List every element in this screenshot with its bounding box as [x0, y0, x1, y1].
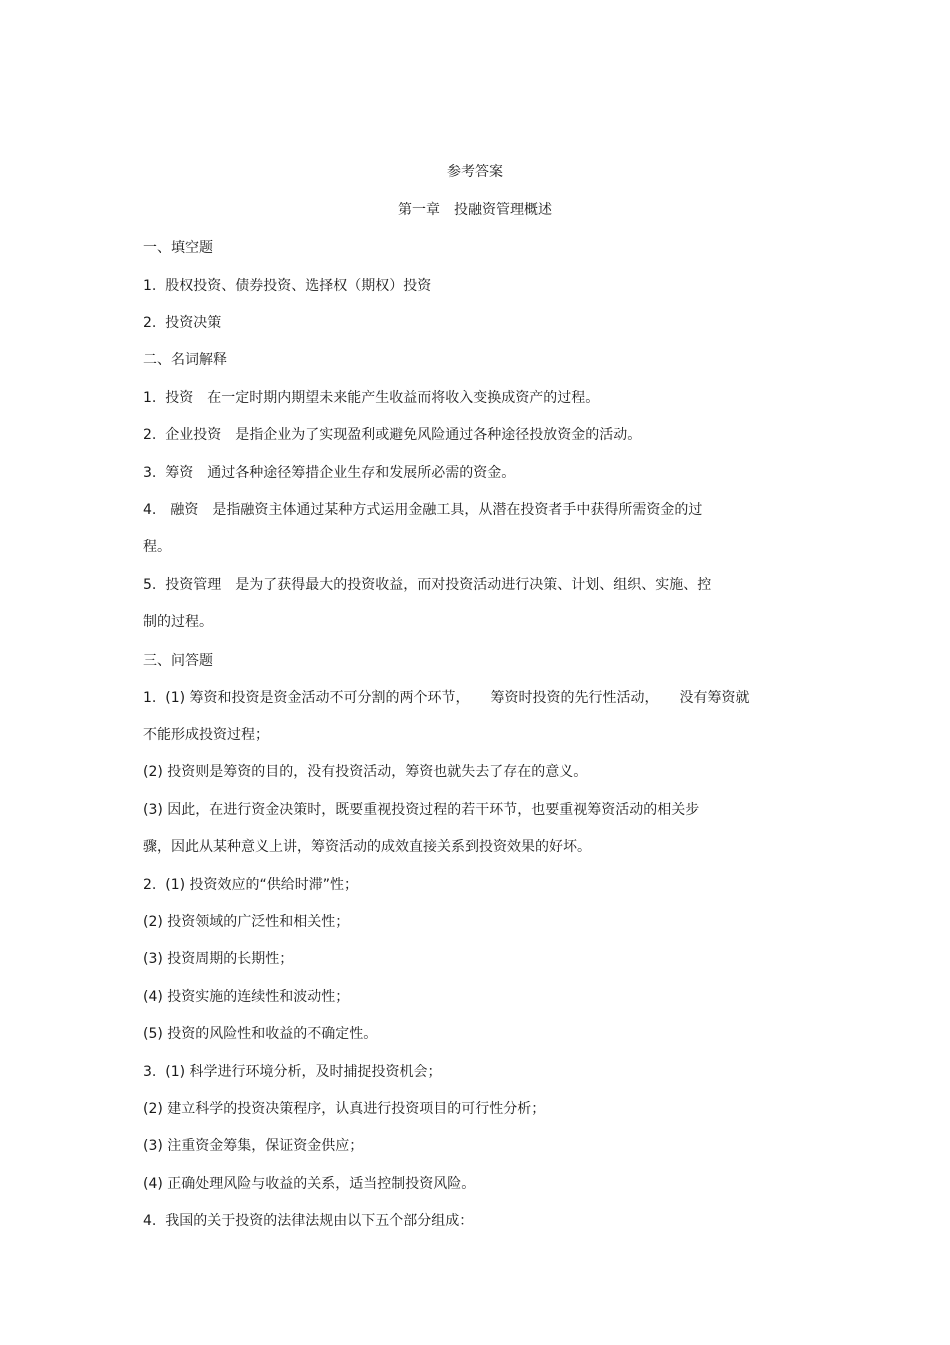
- answer-line: 5. 投资管理 是为了获得最大的投资收益，而对投资活动进行决策、计划、组织、实施、控: [143, 577, 712, 593]
- section-heading: 三、问答题: [143, 653, 213, 669]
- answer-line: 1. 股权投资、债券投资、选择权（期权）投资: [143, 278, 432, 294]
- answer-line: (2) 投资领域的广泛性和相关性；: [143, 914, 350, 930]
- answer-line: 4. 融资 是指融资主体通过某种方式运用金融工具，从潜在投资者手中获得所需资金的过: [143, 502, 703, 518]
- answer-line: 不能形成投资过程；: [143, 727, 269, 743]
- answer-line: (2) 投资则是筹资的目的，没有投资活动，筹资也就失去了存在的意义。: [143, 764, 588, 780]
- chapter-heading: 第一章 投融资管理概述: [398, 202, 552, 218]
- answer-line: (4) 投资实施的连续性和波动性；: [143, 989, 350, 1005]
- answer-line: 3. (1) 科学进行环境分析，及时捕捉投资机会；: [143, 1064, 442, 1080]
- answer-line: 2. (1) 投资效应的“供给时滞”性；: [143, 877, 359, 893]
- answer-line: 1. 投资 在一定时期内期望未来能产生收益而将收入变换成资产的过程。: [143, 390, 600, 406]
- answer-line: (2) 建立科学的投资决策程序，认真进行投资项目的可行性分析；: [143, 1101, 546, 1117]
- document-title: 参考答案: [447, 164, 503, 180]
- answer-line: 2. 投资决策: [143, 315, 222, 331]
- answer-line: 1. (1) 筹资和投资是资金活动不可分割的两个环节， 筹资时投资的先行性活动， 没有筹资就: [143, 690, 750, 706]
- answer-line: (5) 投资的风险性和收益的不确定性。: [143, 1026, 378, 1042]
- section-heading: 二、名词解释: [143, 352, 227, 368]
- answer-line: 2. 企业投资 是指企业为了实现盈利或避免风险通过各种途径投放资金的活动。: [143, 427, 642, 443]
- answer-line: 骤，因此从某种意义上讲，筹资活动的成效直接关系到投资效果的好坏。: [143, 839, 591, 855]
- answer-line: (3) 投资周期的长期性；: [143, 951, 294, 967]
- section-heading: 一、填空题: [143, 240, 213, 256]
- answer-line: 3. 筹资 通过各种途径筹措企业生存和发展所必需的资金。: [143, 465, 516, 481]
- answer-line: 程。: [143, 539, 171, 555]
- answer-line: (4) 正确处理风险与收益的关系，适当控制投资风险。: [143, 1176, 476, 1192]
- answer-line: 制的过程。: [143, 614, 213, 630]
- answer-line: 4. 我国的关于投资的法律法规由以下五个部分组成：: [143, 1213, 474, 1229]
- answer-line: (3) 因此，在进行资金决策时，既要重视投资过程的若干环节，也要重视筹资活动的相关步: [143, 802, 700, 818]
- answer-line: (3) 注重资金筹集，保证资金供应；: [143, 1138, 364, 1154]
